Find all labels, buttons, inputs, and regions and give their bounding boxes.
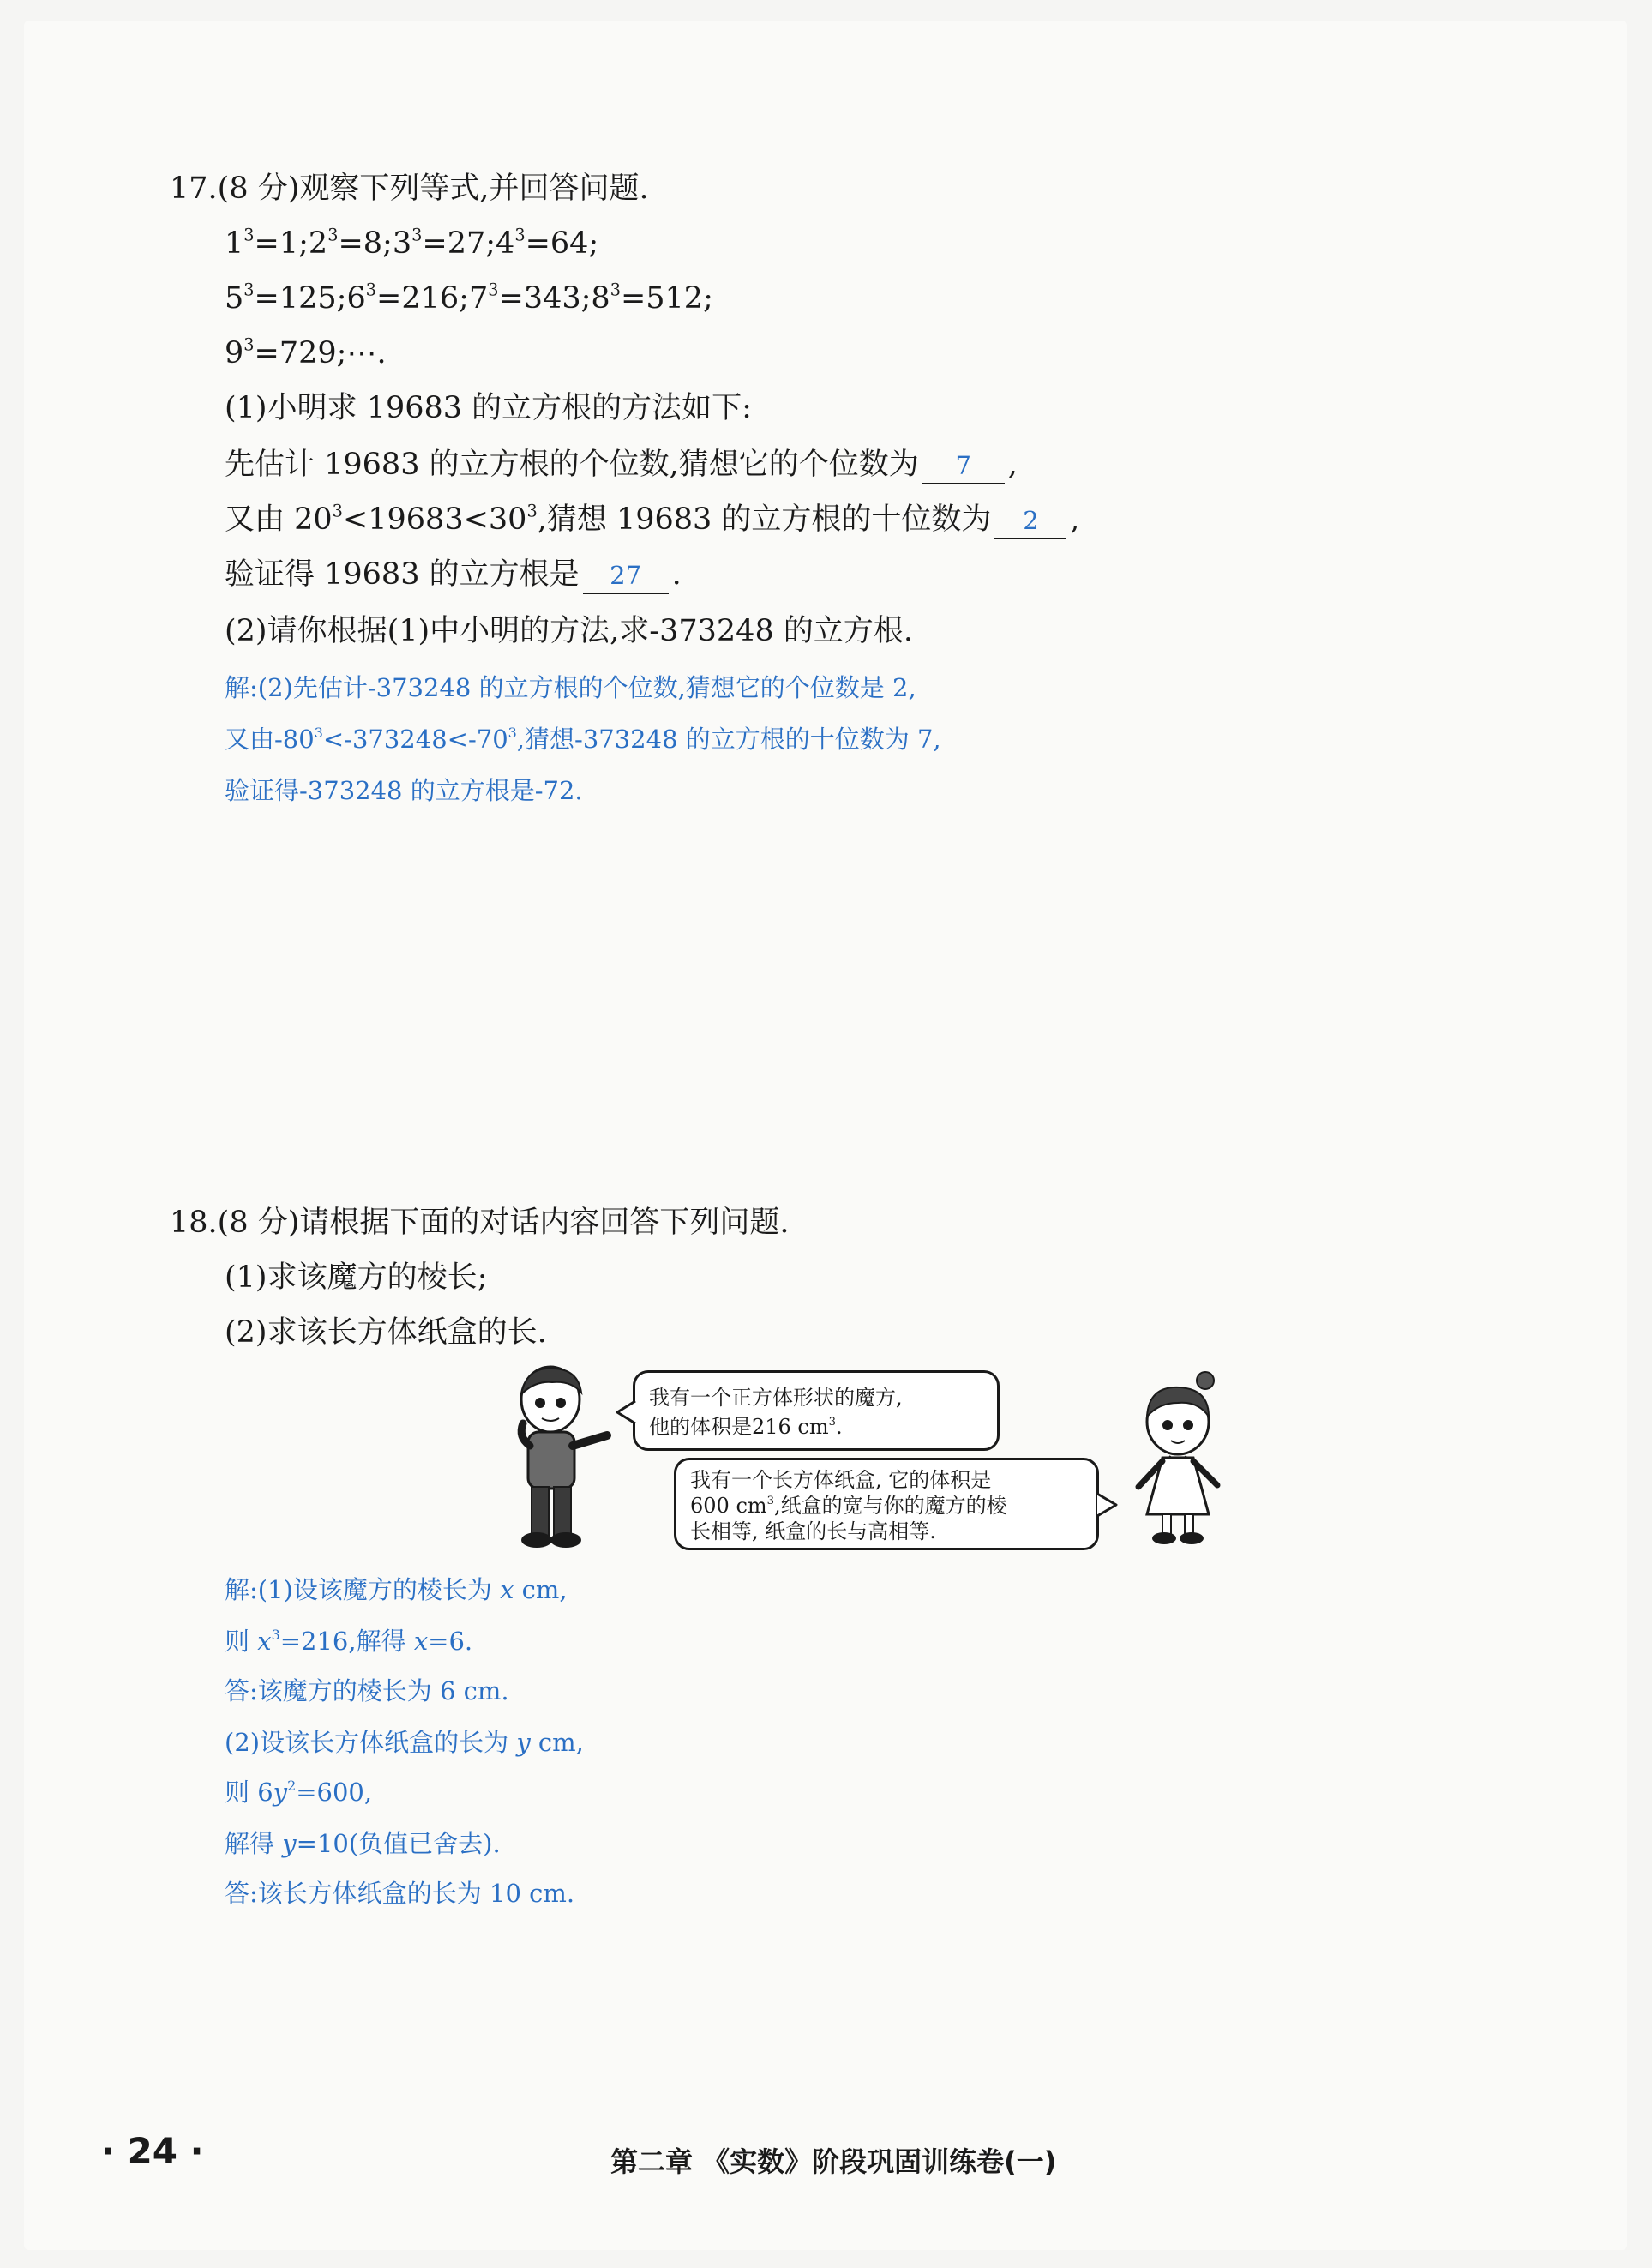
q18-solution-line3: 答:该魔方的棱长为 6 cm. <box>225 1676 509 1706</box>
q17-equations-row3: $9^3=729;\cdots$. <box>225 334 387 370</box>
chapter-title: 第二章 《实数》阶段巩固训练卷(一) <box>610 2145 1057 2178</box>
q17-equations-row1 <box>225 223 598 264</box>
q17-step2: 又由 $20^3<19683<30^3$,猜想 19683 的立方根的十位数为 2 , <box>225 499 1080 540</box>
q18-solution-line7: 答:该长方体纸盒的长为 10 cm. <box>225 1879 575 1908</box>
q18-solution-line2: 则 $x^3=216$,解得 x=6. <box>225 1627 473 1656</box>
eq-8: $8^3=512$; <box>591 280 713 316</box>
speech-bubble-girl: 我有一个长方体纸盒, 它的体积是 600 $cm^3$,纸盒的宽与你的魔方的棱 长相等, 纸盒的长与高相等. <box>674 1458 1099 1550</box>
eq-6: $6^3=216$; <box>346 280 469 316</box>
q18-part2: (2)求该长方体纸盒的长. <box>225 1315 547 1350</box>
q18-solution-line6: 解得 y=10(负值已舍去). <box>225 1829 501 1858</box>
bubble-tail-boy <box>616 1399 636 1425</box>
eq-4: $4^3=64$; <box>496 225 599 261</box>
eq-3: $3^3=27$; <box>392 225 496 261</box>
answer-blank-1[interactable]: 7 <box>922 448 1005 484</box>
girl-illustration <box>1123 1369 1234 1549</box>
eq-7: $7^3=343$; <box>468 280 592 316</box>
q17-part2: (2)请你根据(1)中小明的方法,求-373248 的立方根. <box>225 614 913 648</box>
q17-solution-line1: 解:(2)先估计-373248 的立方根的个位数,猜想它的个位数是 2, <box>225 673 916 702</box>
eq-1: $1^3=1$; <box>225 225 309 261</box>
q17-title: 17.(8 分)观察下列等式,并回答问题. <box>170 171 649 206</box>
eq-5: $5^3=125$; <box>225 280 347 316</box>
q17-part1-intro: (1)小明求 19683 的立方根的方法如下: <box>225 391 752 425</box>
q17-step3: 验证得 19683 的立方根是 27 . <box>225 554 682 595</box>
q18-solution-line5: 则 $6y^2=600$, <box>225 1778 373 1807</box>
q18-solution-line1: 解:(1)设该魔方的棱长为 x cm, <box>225 1575 568 1604</box>
page-number: · 24 · <box>101 2130 204 2172</box>
q17-equations-row2 <box>225 278 713 319</box>
q17-step1: 先估计 19683 的立方根的个位数,猜想它的个位数为 7 , <box>225 444 1018 485</box>
bubble-tail-girl <box>1096 1492 1118 1518</box>
q17-solution-line3: 验证得-373248 的立方根是-72. <box>225 776 583 805</box>
answer-blank-3[interactable]: 27 <box>583 558 669 594</box>
q17-solution-line2: 又由$-80^3<-373248<-70^3$,猜想-373248 的立方根的十位数为 7, <box>225 725 941 754</box>
speech-bubble-boy: 我有一个正方体形状的魔方, 他的体积是216 $cm^3$. <box>633 1370 1000 1451</box>
q18-title: 18.(8 分)请根据下面的对话内容回答下列问题. <box>170 1206 790 1240</box>
boy-illustration <box>497 1363 617 1554</box>
q18-part1: (1)求该魔方的棱长; <box>225 1260 488 1295</box>
eq-2: $2^3=8$; <box>308 225 393 261</box>
q18-solution-line4: (2)设该长方体纸盒的长为 y cm, <box>225 1728 584 1757</box>
answer-blank-2[interactable]: 2 <box>994 503 1066 539</box>
